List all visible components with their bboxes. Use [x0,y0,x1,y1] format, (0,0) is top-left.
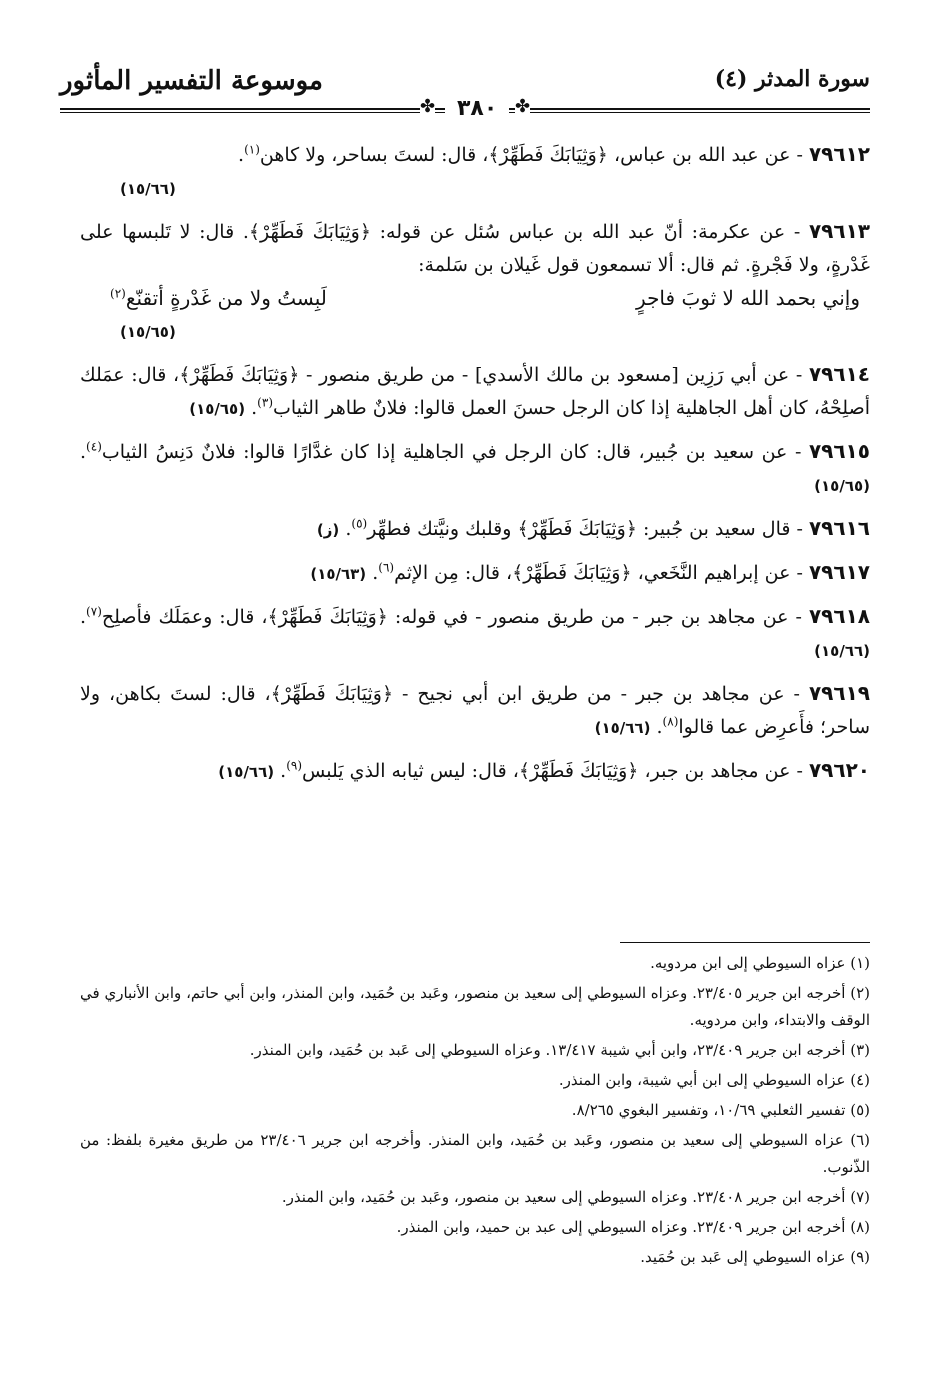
entry-text: - عن سعيد بن جُبير، قال: كان الرجل في الجاهلية إذا كان غدَّارًا قالوا: فلانٌ دَنِسُ الثياب [101,441,802,463]
footnote-marker: (٢) [110,286,126,301]
footnotes [80,950,870,1274]
footnote-3: (٣) أخرجه ابن جرير ٢٣/٤٠٩، وابن أبي شيبة ١٣/٤١٧. وعزاه السيوطي إلى عَبد بن حُمَيد، وابن المنذر. [249,1041,870,1059]
footnote-6: (٦) عزاه السيوطي إلى سعيد بن منصور، وعَبد بن حُمَيد، وابن المنذر. وأخرجه ابن جرير ٢٣/٤٠٦ من طريق مغيرة بلفظ: من الذّنوب. [80,1131,870,1176]
entry-79617: ٧٩٦١٧ - عن إبراهيم النَّخَعي، ﴿وَثِيَابَكَ فَطَهِّرْ﴾، قال: مِن الإثم$^{(٦)}$. (١٥/٦٣) [310,560,870,584]
entry-number: ٧٩٦١٨ [808,604,870,628]
entry-number: ٧٩٦١٣ [808,219,871,243]
footnote-marker: (٧) [86,604,102,619]
volume-reference: (١٥/٦٦) [120,180,176,198]
entry-number: ٧٩٦١٦ [808,516,870,540]
entry-text: - عن عبد الله بن عباس، ﴿وَثِيَابَكَ فَطَهِّرْ﴾، قال: لستَ بساحر، ولا كاهن [259,144,803,166]
footnote-1: (١) عزاه السيوطي إلى ابن مردويه. [650,954,870,972]
surah-title: سورة المدثر (٤) [714,66,870,92]
poem-verse [80,282,870,315]
ornament-icon: ✤ [515,96,531,117]
entry-number: ٧٩٦١٥ [808,439,870,463]
entry-number: ٧٩٦١٧ [808,560,870,584]
volume-reference: (١٥/٦٦) [218,763,275,781]
page-number: ٣٨٠ [445,96,509,121]
footnote-2: (٢) أخرجه ابن جرير ٢٣/٤٠٥. وعزاه السيوطي إلى سعيد بن منصور، وعَبد بن حُمَيد، وابن المنذر، وابن أبي حاتم، وابن الأنباري في الوقف والابتداء، وابن مردويه. [80,984,871,1029]
page-header [60,62,870,121]
entry-79620: ٧٩٦٢٠ - عن مجاهد بن جبر، ﴿وَثِيَابَكَ فَطَهِّرْ﴾، قال: ليس ثيابه الذي يَلبس$^{(٩)}$. (١٥/٦٦) [218,758,870,782]
footnote-marker: (١) [244,142,260,157]
entry-text: - قال سعيد بن جُبير: ﴿وَثِيَابَكَ فَطَهِّرْ﴾ وقلبك ونيَّتك فطهِّر [367,518,803,540]
footnote-marker: (٨) [662,714,679,729]
volume-reference: (١٥/٦٦) [594,719,651,737]
poem-hemistich-right: وإني بحمد الله لا ثوبَ فاجرٍ [636,286,860,310]
entry-79615: ٧٩٦١٥ - عن سعيد بن جُبير، قال: كان الرجل في الجاهلية إذا كان غدَّارًا قالوا: فلانٌ دَنِسُ الثياب$^{(٤)}$. (١٥/٦٥) [80,439,870,495]
entry-79612: ٧٩٦١٢ - عن عبد الله بن عباس، ﴿وَثِيَابَكَ فَطَهِّرْ﴾، قال: لستَ بساحر، ولا كاهن$^{(١)}$. (١٥/٦٦) [80,138,870,206]
entry-79618: ٧٩٦١٨ - عن مجاهد بن جبر - من طريق منصور - في قوله: ﴿وَثِيَابَكَ فَطَهِّرْ﴾، قال: وعمَلَك فأصلِح$^{(٧)}$. (١٥/٦٦) [80,604,870,660]
ornament-icon: ✤ [420,96,436,117]
entry-79613 [80,215,870,349]
poem-hemistich-left: لَبِستُ ولا من غَدْرةٍ أتقنّع [125,286,327,310]
entry-number: ٧٩٦٢٠ [808,758,870,782]
entry-79619: ٧٩٦١٩ - عن مجاهد بن جبر - من طريق ابن أبي نجيح - ﴿وَثِيَابَكَ فَطَهِّرْ﴾، قال: لستَ بكاهن، ولا ساحر؛ فأَعرِض عما قالوا$^{(٨)}$. (١٥/٦٦) [80,681,870,738]
entry-text: - عن أبي رَزِين [مسعود بن مالك الأسدي] - من طريق منصور - ﴿وَثِيَابَكَ فَطَهِّرْ﴾، قال: عمَلك أصلِحْهُ، كان أهل الجاهلية إذا كان الرجل حسنَ العمل قالوا: فلانٌ طاهر الثياب [80,364,870,419]
volume-reference: (١٥/٦٦) [814,642,870,660]
footnote-8: (٨) أخرجه ابن جرير ٢٣/٤٠٩. وعزاه السيوطي إلى عبد بن حميد، وابن المنذر. [396,1218,870,1236]
footnote-marker: (٤) [86,439,102,454]
volume-reference: (١٥/٦٣) [310,565,367,583]
entry-number: ٧٩٦١٩ [808,681,870,705]
entry-text: - عن إبراهيم النَّخَعي، ﴿وَثِيَابَكَ فَطَهِّرْ﴾، قال: مِن الإثم [394,562,803,584]
footnote-marker: (٩) [286,758,303,773]
footnote-4: (٤) عزاه السيوطي إلى ابن أبي شيبة، وابن المنذر. [558,1071,870,1089]
entry-number: ٧٩٦١٤ [808,362,871,386]
volume-reference: (١٥/٦٥) [189,400,246,418]
entry-79616: ٧٩٦١٦ - قال سعيد بن جُبير: ﴿وَثِيَابَكَ فَطَهِّرْ﴾ وقلبك ونيَّتك فطهِّر$^{(٥)}$. (ز) [316,516,870,540]
entry-79614: ٧٩٦١٤ - عن أبي رَزِين [مسعود بن مالك الأسدي] - من طريق منصور - ﴿وَثِيَابَكَ فَطَهِّرْ﴾، قال: عمَلك أصلِحْهُ، كان أهل الجاهلية إذا كان الرجل حسنَ العمل قالوا: فلانٌ طاهر الثياب$^{(٣)}$. (١٥/٦٥) [80,362,871,419]
footnote-marker: (٥) [351,516,368,531]
entry-text: - عن عكرمة: أنّ عبد الله بن عباس سُئل عن قوله: ﴿وَثِيَابَكَ فَطَهِّرْ﴾. قال: لا تَلبسها على غَدْرةٍ، ولا فَجْرةٍ. ثم قال: ألا تسمعون قول غَيلان بن سَلمة: [80,221,870,276]
main-text [80,138,870,798]
entry-number: ٧٩٦١٢ [808,142,870,166]
volume-reference: (١٥/٦٥) [814,477,870,495]
footnote-5: (٥) تفسير الثعلبي ١٠/٦٩، وتفسير البغوي ٨/٢٦٥. [571,1101,870,1119]
footnote-9: (٩) عزاه السيوطي إلى عَبد بن حُمَيد. [640,1248,870,1266]
book-title: موسوعة التفسير المأثور [60,66,323,96]
footnote-marker: (٣) [257,395,273,410]
volume-reference: (١٥/٦٥) [120,323,176,341]
entry-text: - عن مجاهد بن جبر، ﴿وَثِيَابَكَ فَطَهِّرْ﴾، قال: ليس ثيابه الذي يَلبس [302,760,803,782]
footnote-separator [620,942,870,943]
volume-reference: (ز) [316,521,340,539]
footnote-marker: (٦) [378,560,395,575]
footnote-7: (٧) أخرجه ابن جرير ٢٣/٤٠٨. وعزاه السيوطي إلى سعيد بن منصور، وعَبد بن حُمَيد، وابن المنذر. [281,1188,870,1206]
entry-text: - عن مجاهد بن جبر - من طريق منصور - في قوله: ﴿وَثِيَابَكَ فَطَهِّرْ﴾، قال: وعمَلَك فأصلِح [101,606,802,628]
entry-text: - عن مجاهد بن جبر - من طريق ابن أبي نجيح - ﴿وَثِيَابَكَ فَطَهِّرْ﴾، قال: لستَ بكاهن، ولا ساحر؛ فأَعرِض عما قالوا [80,683,870,738]
